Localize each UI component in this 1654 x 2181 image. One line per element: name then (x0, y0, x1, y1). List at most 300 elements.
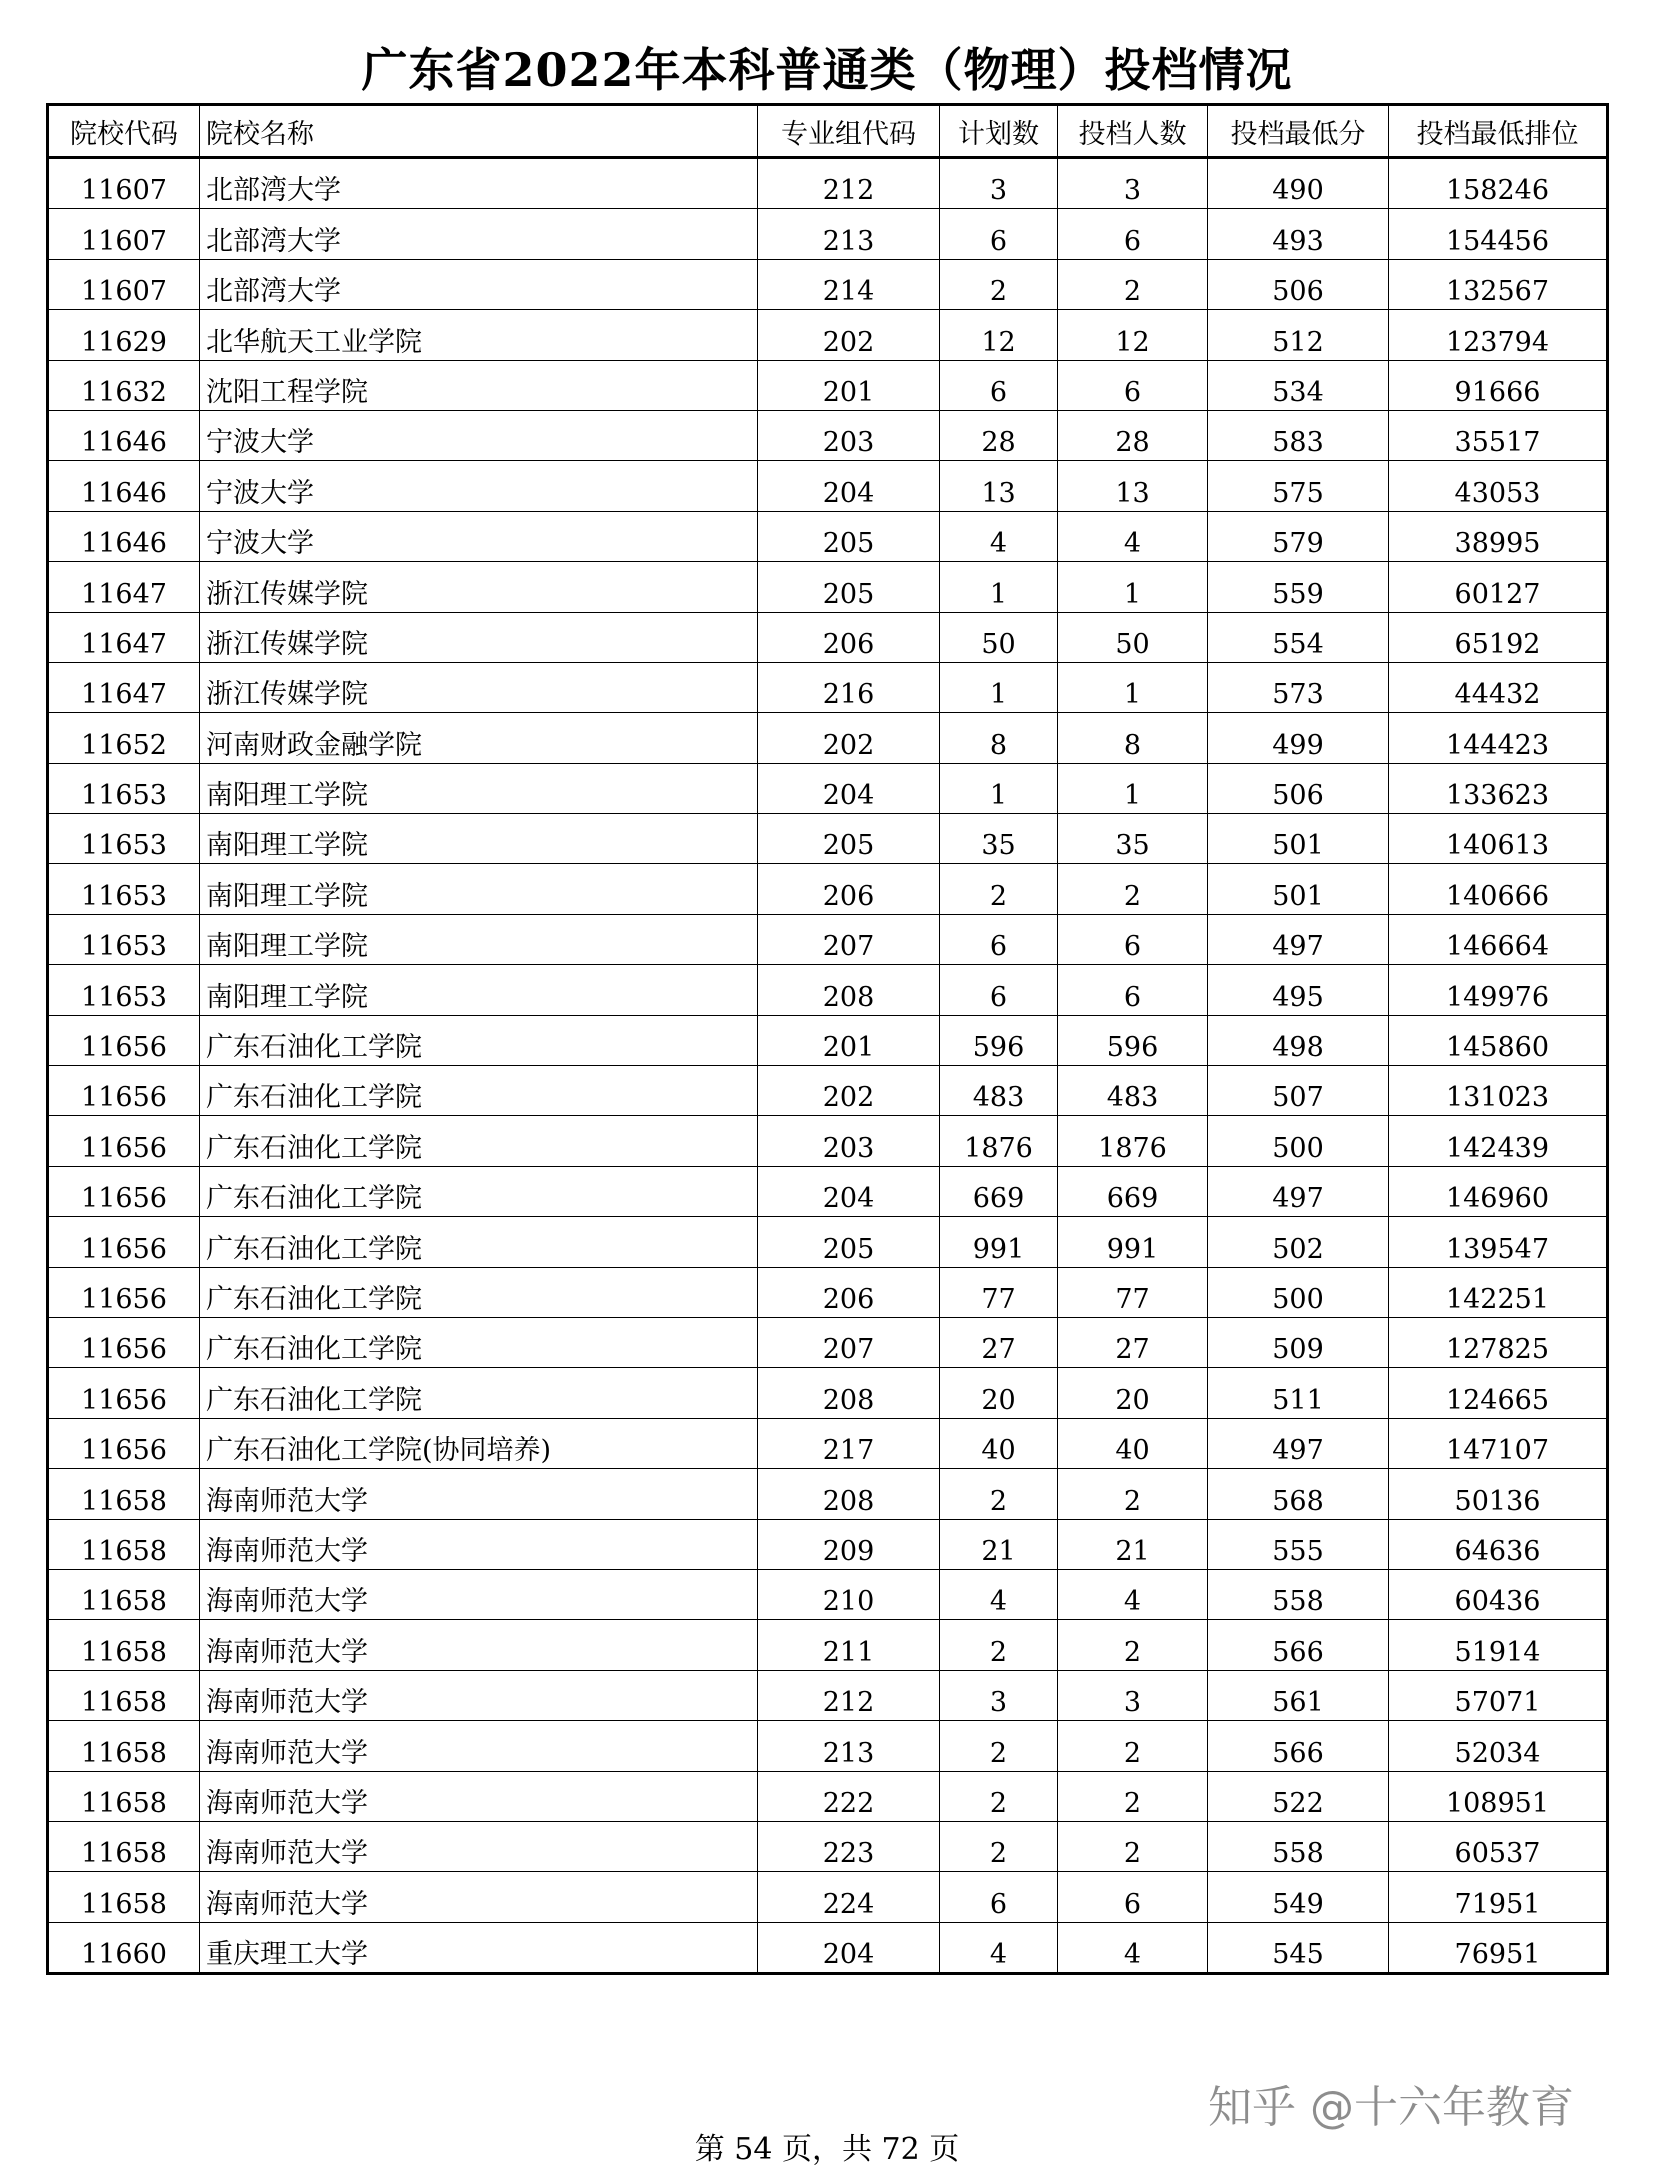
school-code-cell: 11632 (48, 360, 200, 410)
group-code-cell: 210 (758, 1569, 940, 1619)
plan-count-cell: 13 (940, 461, 1058, 511)
min-rank-cell: 147107 (1389, 1418, 1608, 1468)
table-row (48, 1418, 1608, 1468)
school-code-cell: 11658 (48, 1721, 200, 1771)
admitted-count-cell: 77 (1058, 1267, 1208, 1317)
admitted-count-cell: 2 (1058, 1620, 1208, 1670)
admitted-count-cell: 13 (1058, 461, 1208, 511)
min-score-cell: 558 (1208, 1821, 1389, 1871)
min-score-cell: 501 (1208, 814, 1389, 864)
school-code-cell: 11658 (48, 1469, 200, 1519)
plan-count-cell: 4 (940, 1922, 1058, 1973)
group-code-cell: 209 (758, 1519, 940, 1569)
group-code-cell: 205 (758, 562, 940, 612)
school-code-cell: 11658 (48, 1771, 200, 1821)
admitted-count-cell: 1 (1058, 662, 1208, 712)
school-code-cell: 11656 (48, 1368, 200, 1418)
min-rank-cell: 139547 (1389, 1217, 1608, 1267)
school-name-cell: 南阳理工学院 (200, 864, 758, 914)
min-score-cell: 500 (1208, 1116, 1389, 1166)
min-rank-cell: 149976 (1389, 965, 1608, 1015)
min-score-cell: 490 (1208, 158, 1389, 209)
min-rank-cell: 142251 (1389, 1267, 1608, 1317)
group-code-cell: 208 (758, 1469, 940, 1519)
group-code-cell: 222 (758, 1771, 940, 1821)
min-score-cell: 575 (1208, 461, 1389, 511)
plan-count-cell: 77 (940, 1267, 1058, 1317)
table-row (48, 1066, 1608, 1116)
group-code-cell: 203 (758, 1116, 940, 1166)
min-score-cell: 545 (1208, 1922, 1389, 1973)
min-rank-cell: 44432 (1389, 662, 1608, 712)
min-score-cell: 555 (1208, 1519, 1389, 1569)
group-code-cell: 213 (758, 209, 940, 259)
min-score-cell: 500 (1208, 1267, 1389, 1317)
school-name-cell: 海南师范大学 (200, 1569, 758, 1619)
school-code-cell: 11656 (48, 1317, 200, 1367)
table-row (48, 410, 1608, 460)
group-code-cell: 217 (758, 1418, 940, 1468)
school-name-cell: 北部湾大学 (200, 209, 758, 259)
admitted-count-cell: 4 (1058, 1569, 1208, 1619)
admitted-count-cell: 20 (1058, 1368, 1208, 1418)
min-rank-cell: 108951 (1389, 1771, 1608, 1821)
min-rank-cell: 146960 (1389, 1166, 1608, 1216)
header-school-name: 院校名称 (200, 105, 758, 158)
plan-count-cell: 991 (940, 1217, 1058, 1267)
min-rank-cell: 60436 (1389, 1569, 1608, 1619)
table-row (48, 1317, 1608, 1367)
admitted-count-cell: 28 (1058, 410, 1208, 460)
admitted-count-cell: 4 (1058, 1922, 1208, 1973)
table-row (48, 310, 1608, 360)
admitted-count-cell: 3 (1058, 158, 1208, 209)
group-code-cell: 205 (758, 1217, 940, 1267)
min-rank-cell: 140666 (1389, 864, 1608, 914)
min-rank-cell: 144423 (1389, 713, 1608, 763)
table-row (48, 1217, 1608, 1267)
min-rank-cell: 52034 (1389, 1721, 1608, 1771)
admitted-count-cell: 21 (1058, 1519, 1208, 1569)
min-rank-cell: 50136 (1389, 1469, 1608, 1519)
group-code-cell: 202 (758, 1066, 940, 1116)
admitted-count-cell: 1876 (1058, 1116, 1208, 1166)
admitted-count-cell: 596 (1058, 1015, 1208, 1065)
school-code-cell: 11653 (48, 864, 200, 914)
group-code-cell: 201 (758, 1015, 940, 1065)
min-score-cell: 573 (1208, 662, 1389, 712)
min-rank-cell: 64636 (1389, 1519, 1608, 1569)
group-code-cell: 204 (758, 1166, 940, 1216)
table-row (48, 814, 1608, 864)
group-code-cell: 202 (758, 310, 940, 360)
min-score-cell: 498 (1208, 1015, 1389, 1065)
school-code-cell: 11658 (48, 1569, 200, 1619)
plan-count-cell: 4 (940, 511, 1058, 561)
header-plan-count: 计划数 (940, 105, 1058, 158)
admitted-count-cell: 2 (1058, 1821, 1208, 1871)
header-min-score: 投档最低分 (1208, 105, 1389, 158)
admitted-count-cell: 4 (1058, 511, 1208, 561)
school-name-cell: 宁波大学 (200, 410, 758, 460)
school-name-cell: 浙江传媒学院 (200, 612, 758, 662)
plan-count-cell: 3 (940, 158, 1058, 209)
table-row (48, 864, 1608, 914)
table-row (48, 1721, 1608, 1771)
school-name-cell: 海南师范大学 (200, 1721, 758, 1771)
min-score-cell: 499 (1208, 713, 1389, 763)
school-name-cell: 广东石油化工学院 (200, 1015, 758, 1065)
school-name-cell: 北部湾大学 (200, 158, 758, 209)
table-row (48, 461, 1608, 511)
group-code-cell: 208 (758, 1368, 940, 1418)
school-code-cell: 11658 (48, 1620, 200, 1670)
plan-count-cell: 6 (940, 1872, 1058, 1922)
min-score-cell: 558 (1208, 1569, 1389, 1619)
plan-count-cell: 6 (940, 965, 1058, 1015)
group-code-cell: 208 (758, 965, 940, 1015)
min-score-cell: 568 (1208, 1469, 1389, 1519)
group-code-cell: 206 (758, 612, 940, 662)
header-min-rank: 投档最低排位 (1389, 105, 1608, 158)
min-rank-cell: 38995 (1389, 511, 1608, 561)
plan-count-cell: 2 (940, 1771, 1058, 1821)
min-rank-cell: 123794 (1389, 310, 1608, 360)
admitted-count-cell: 35 (1058, 814, 1208, 864)
plan-count-cell: 3 (940, 1670, 1058, 1720)
table-row (48, 914, 1608, 964)
min-score-cell: 512 (1208, 310, 1389, 360)
plan-count-cell: 1 (940, 763, 1058, 813)
min-rank-cell: 76951 (1389, 1922, 1608, 1973)
school-code-cell: 11653 (48, 914, 200, 964)
table-row (48, 965, 1608, 1015)
min-score-cell: 511 (1208, 1368, 1389, 1418)
admitted-count-cell: 40 (1058, 1418, 1208, 1468)
table-row (48, 562, 1608, 612)
plan-count-cell: 2 (940, 1620, 1058, 1670)
min-score-cell: 493 (1208, 209, 1389, 259)
school-name-cell: 广东石油化工学院 (200, 1267, 758, 1317)
group-code-cell: 223 (758, 1821, 940, 1871)
min-rank-cell: 131023 (1389, 1066, 1608, 1116)
min-rank-cell: 43053 (1389, 461, 1608, 511)
group-code-cell: 207 (758, 1317, 940, 1367)
min-rank-cell: 124665 (1389, 1368, 1608, 1418)
min-rank-cell: 127825 (1389, 1317, 1608, 1367)
plan-count-cell: 8 (940, 713, 1058, 763)
table-row (48, 1620, 1608, 1670)
school-name-cell: 广东石油化工学院(协同培养) (200, 1418, 758, 1468)
school-name-cell: 南阳理工学院 (200, 914, 758, 964)
school-name-cell: 河南财政金融学院 (200, 713, 758, 763)
table-row (48, 1368, 1608, 1418)
plan-count-cell: 20 (940, 1368, 1058, 1418)
school-code-cell: 11656 (48, 1418, 200, 1468)
school-code-cell: 11658 (48, 1670, 200, 1720)
plan-count-cell: 1 (940, 662, 1058, 712)
plan-count-cell: 27 (940, 1317, 1058, 1367)
min-score-cell: 559 (1208, 562, 1389, 612)
min-rank-cell: 35517 (1389, 410, 1608, 460)
school-name-cell: 广东石油化工学院 (200, 1317, 758, 1367)
school-code-cell: 11656 (48, 1015, 200, 1065)
plan-count-cell: 6 (940, 914, 1058, 964)
min-rank-cell: 154456 (1389, 209, 1608, 259)
min-score-cell: 497 (1208, 1166, 1389, 1216)
table-row (48, 1015, 1608, 1065)
school-name-cell: 浙江传媒学院 (200, 562, 758, 612)
group-code-cell: 205 (758, 814, 940, 864)
school-name-cell: 海南师范大学 (200, 1872, 758, 1922)
plan-count-cell: 2 (940, 259, 1058, 309)
school-name-cell: 南阳理工学院 (200, 763, 758, 813)
school-code-cell: 11653 (48, 965, 200, 1015)
min-score-cell: 579 (1208, 511, 1389, 561)
school-name-cell: 北部湾大学 (200, 259, 758, 309)
group-code-cell: 203 (758, 410, 940, 460)
school-name-cell: 海南师范大学 (200, 1620, 758, 1670)
school-name-cell: 浙江传媒学院 (200, 662, 758, 712)
min-score-cell: 506 (1208, 259, 1389, 309)
plan-count-cell: 6 (940, 209, 1058, 259)
group-code-cell: 204 (758, 763, 940, 813)
school-code-cell: 11660 (48, 1922, 200, 1973)
min-score-cell: 495 (1208, 965, 1389, 1015)
header-group-code: 专业组代码 (758, 105, 940, 158)
watermark: 知乎 @十六年教育 (1208, 2082, 1574, 2133)
school-code-cell: 11647 (48, 662, 200, 712)
table-row (48, 763, 1608, 813)
plan-count-cell: 1876 (940, 1116, 1058, 1166)
admitted-count-cell: 6 (1058, 209, 1208, 259)
plan-count-cell: 21 (940, 1519, 1058, 1569)
group-code-cell: 202 (758, 713, 940, 763)
admitted-count-cell: 6 (1058, 914, 1208, 964)
min-score-cell: 501 (1208, 864, 1389, 914)
admitted-count-cell: 2 (1058, 864, 1208, 914)
school-code-cell: 11647 (48, 612, 200, 662)
admitted-count-cell: 12 (1058, 310, 1208, 360)
school-name-cell: 广东石油化工学院 (200, 1116, 758, 1166)
min-rank-cell: 57071 (1389, 1670, 1608, 1720)
admitted-count-cell: 483 (1058, 1066, 1208, 1116)
min-score-cell: 534 (1208, 360, 1389, 410)
table-row (48, 511, 1608, 561)
plan-count-cell: 35 (940, 814, 1058, 864)
group-code-cell: 216 (758, 662, 940, 712)
group-code-cell: 224 (758, 1872, 940, 1922)
table-body (48, 158, 1608, 1974)
table-row (48, 1267, 1608, 1317)
school-code-cell: 11647 (48, 562, 200, 612)
plan-count-cell: 596 (940, 1015, 1058, 1065)
min-score-cell: 497 (1208, 1418, 1389, 1468)
group-code-cell: 206 (758, 1267, 940, 1317)
school-code-cell: 11656 (48, 1267, 200, 1317)
school-code-cell: 11656 (48, 1116, 200, 1166)
group-code-cell: 213 (758, 1721, 940, 1771)
school-code-cell: 11646 (48, 511, 200, 561)
page-title: 广东省2022年本科普通类（物理）投档情况 (361, 43, 1293, 97)
school-name-cell: 南阳理工学院 (200, 814, 758, 864)
table-row (48, 713, 1608, 763)
admitted-count-cell: 6 (1058, 1872, 1208, 1922)
school-code-cell: 11658 (48, 1821, 200, 1871)
table-row (48, 1569, 1608, 1619)
min-rank-cell: 146664 (1389, 914, 1608, 964)
school-name-cell: 海南师范大学 (200, 1469, 758, 1519)
table-row (48, 1519, 1608, 1569)
plan-count-cell: 2 (940, 1469, 1058, 1519)
school-code-cell: 11652 (48, 713, 200, 763)
min-score-cell: 566 (1208, 1620, 1389, 1670)
school-code-cell: 11607 (48, 259, 200, 309)
table-row (48, 158, 1608, 209)
min-score-cell: 566 (1208, 1721, 1389, 1771)
school-code-cell: 11653 (48, 763, 200, 813)
min-score-cell: 506 (1208, 763, 1389, 813)
school-name-cell: 海南师范大学 (200, 1821, 758, 1871)
group-code-cell: 207 (758, 914, 940, 964)
min-rank-cell: 65192 (1389, 612, 1608, 662)
school-name-cell: 海南师范大学 (200, 1771, 758, 1821)
school-name-cell: 沈阳工程学院 (200, 360, 758, 410)
table-row (48, 1116, 1608, 1166)
plan-count-cell: 483 (940, 1066, 1058, 1116)
table-row (48, 662, 1608, 712)
school-name-cell: 广东石油化工学院 (200, 1166, 758, 1216)
table-row (48, 1771, 1608, 1821)
group-code-cell: 211 (758, 1620, 940, 1670)
plan-count-cell: 28 (940, 410, 1058, 460)
min-rank-cell: 133623 (1389, 763, 1608, 813)
school-code-cell: 11658 (48, 1519, 200, 1569)
header-admitted-count: 投档人数 (1058, 105, 1208, 158)
school-code-cell: 11646 (48, 410, 200, 460)
admitted-count-cell: 50 (1058, 612, 1208, 662)
school-code-cell: 11646 (48, 461, 200, 511)
school-name-cell: 广东石油化工学院 (200, 1368, 758, 1418)
min-score-cell: 549 (1208, 1872, 1389, 1922)
table-row (48, 1922, 1608, 1973)
admitted-count-cell: 2 (1058, 259, 1208, 309)
school-name-cell: 宁波大学 (200, 461, 758, 511)
table-row (48, 1166, 1608, 1216)
school-code-cell: 11656 (48, 1166, 200, 1216)
admission-score-table (46, 103, 1609, 1975)
min-score-cell: 554 (1208, 612, 1389, 662)
table-header-row (48, 105, 1608, 158)
school-name-cell: 重庆理工大学 (200, 1922, 758, 1973)
group-code-cell: 206 (758, 864, 940, 914)
school-code-cell: 11607 (48, 209, 200, 259)
school-code-cell: 11656 (48, 1217, 200, 1267)
plan-count-cell: 2 (940, 1721, 1058, 1771)
admitted-count-cell: 8 (1058, 713, 1208, 763)
group-code-cell: 204 (758, 1922, 940, 1973)
table-row (48, 259, 1608, 309)
min-score-cell: 561 (1208, 1670, 1389, 1720)
min-score-cell: 497 (1208, 914, 1389, 964)
school-name-cell: 宁波大学 (200, 511, 758, 561)
plan-count-cell: 50 (940, 612, 1058, 662)
school-code-cell: 11607 (48, 158, 200, 209)
admitted-count-cell: 2 (1058, 1469, 1208, 1519)
table-row (48, 1872, 1608, 1922)
group-code-cell: 201 (758, 360, 940, 410)
admitted-count-cell: 2 (1058, 1771, 1208, 1821)
min-rank-cell: 60537 (1389, 1821, 1608, 1871)
table-row (48, 612, 1608, 662)
admitted-count-cell: 669 (1058, 1166, 1208, 1216)
school-name-cell: 南阳理工学院 (200, 965, 758, 1015)
min-rank-cell: 145860 (1389, 1015, 1608, 1065)
group-code-cell: 214 (758, 259, 940, 309)
group-code-cell: 205 (758, 511, 940, 561)
plan-count-cell: 40 (940, 1418, 1058, 1468)
min-score-cell: 509 (1208, 1317, 1389, 1367)
school-name-cell: 海南师范大学 (200, 1670, 758, 1720)
min-score-cell: 507 (1208, 1066, 1389, 1116)
table-row (48, 1670, 1608, 1720)
group-code-cell: 204 (758, 461, 940, 511)
table-row (48, 209, 1608, 259)
page-number: 第 54 页，共 72 页 (694, 2132, 960, 2167)
min-rank-cell: 140613 (1389, 814, 1608, 864)
plan-count-cell: 669 (940, 1166, 1058, 1216)
table-row (48, 1821, 1608, 1871)
admitted-count-cell: 6 (1058, 360, 1208, 410)
min-score-cell: 583 (1208, 410, 1389, 460)
admitted-count-cell: 27 (1058, 1317, 1208, 1367)
min-rank-cell: 71951 (1389, 1872, 1608, 1922)
min-rank-cell: 142439 (1389, 1116, 1608, 1166)
admitted-count-cell: 3 (1058, 1670, 1208, 1720)
min-rank-cell: 60127 (1389, 562, 1608, 612)
school-name-cell: 广东石油化工学院 (200, 1217, 758, 1267)
group-code-cell: 212 (758, 1670, 940, 1720)
plan-count-cell: 12 (940, 310, 1058, 360)
group-code-cell: 212 (758, 158, 940, 209)
school-name-cell: 海南师范大学 (200, 1519, 758, 1569)
school-code-cell: 11629 (48, 310, 200, 360)
admitted-count-cell: 6 (1058, 965, 1208, 1015)
plan-count-cell: 2 (940, 1821, 1058, 1871)
min-rank-cell: 91666 (1389, 360, 1608, 410)
min-score-cell: 522 (1208, 1771, 1389, 1821)
plan-count-cell: 2 (940, 864, 1058, 914)
school-name-cell: 北华航天工业学院 (200, 310, 758, 360)
plan-count-cell: 6 (940, 360, 1058, 410)
admitted-count-cell: 1 (1058, 562, 1208, 612)
min-rank-cell: 132567 (1389, 259, 1608, 309)
min-score-cell: 502 (1208, 1217, 1389, 1267)
school-code-cell: 11658 (48, 1872, 200, 1922)
header-school-code: 院校代码 (48, 105, 200, 158)
school-name-cell: 广东石油化工学院 (200, 1066, 758, 1116)
school-code-cell: 11656 (48, 1066, 200, 1116)
admitted-count-cell: 2 (1058, 1721, 1208, 1771)
min-rank-cell: 51914 (1389, 1620, 1608, 1670)
admitted-count-cell: 991 (1058, 1217, 1208, 1267)
school-code-cell: 11653 (48, 814, 200, 864)
min-rank-cell: 158246 (1389, 158, 1608, 209)
plan-count-cell: 1 (940, 562, 1058, 612)
table-row (48, 360, 1608, 410)
plan-count-cell: 4 (940, 1569, 1058, 1619)
table-row (48, 1469, 1608, 1519)
